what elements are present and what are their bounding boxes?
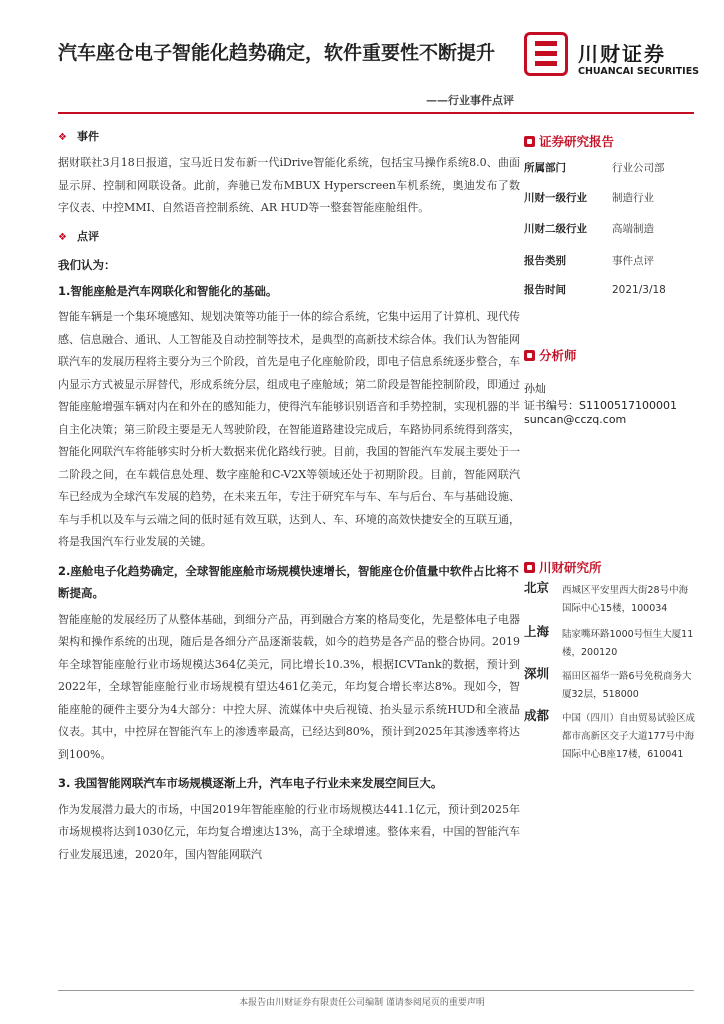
- meta-row-industry-2: 川财二级行业 高端制造: [524, 223, 654, 235]
- page-title: 汽车座仓电子智能化趋势确定，软件重要性不断提升: [58, 42, 496, 64]
- comment-heading: ❖ 点评: [58, 229, 99, 243]
- analyst-info: [524, 380, 694, 430]
- footer-divider: [58, 990, 694, 991]
- event-heading: ❖ 事件: [58, 130, 99, 143]
- report-meta: [524, 160, 694, 300]
- meta-row-industry-1: 川财一级行业 制造行业: [524, 192, 654, 204]
- office-address-shenzhen: 福田区福华一路6号免税商务大厦32层，518000: [562, 671, 692, 700]
- analyst-email[interactable]: suncan@cczq.com: [524, 413, 627, 426]
- analyst-cert-id: 证书编号：S1100517100001: [524, 399, 677, 412]
- office-city-chengdu: 成都: [524, 708, 550, 723]
- office-address-beijing: 西城区平安里西大街28号中海国际中心15楼，100034: [562, 585, 689, 614]
- point-2-title: 2.座舱电子化趋势确定，全球智能座舱市场规模快速增长，智能座仓价值量中软件占比将不断提高。: [58, 563, 519, 600]
- point-3-title: 3. 我国智能网联汽车市场规模逐渐上升，汽车电子行业未来发展空间巨大。: [58, 776, 443, 790]
- meta-row-report-type: 报告类别 事件点评: [524, 255, 654, 267]
- office-city-shenzhen: 深圳: [524, 666, 550, 681]
- diamond-bullet-icon: ❖: [58, 132, 67, 143]
- office-address-chengdu: 中国（四川）自由贸易试验区成都市高新区交子大道177号中海国际中心B座17楼，610041: [562, 713, 696, 760]
- office-city-beijing: 北京: [524, 580, 550, 595]
- institute-heading: 川财研究所: [524, 558, 694, 576]
- point-2-paragraph: 智能座舱的发展经历了从整体基础，到细分产品，再到融合方案的格局变化，先是整体电子电器架构和操作系统的出现，随后是各细分产品逐渐装载，如今的趋势是各产品的整合协同。2019年全球智能座舱行业市场规模达364亿美元，同比增长10.3%，根据ICVTank的数据，预计到2022年，全球智能座舱行业市场规模有望达461亿美元，年均复合增长率达8%。现如今，智能座舱的硬件主要分为4大部分：中控大屏、流媒体中央后视镜、抬头显示系统HUD和全液晶仪表。其中，中控屏在智能汽车上的渗透率最高，已经达到80%，预计到2025年其渗透率将达到100%。: [58, 612, 520, 761]
- brand-name-en: CHUANCAI SECURITIES: [578, 66, 700, 77]
- header-divider: [58, 112, 694, 114]
- footer-disclaimer: 本报告由川财证券有限责任公司编制 谨请参阅尾页的重要声明: [239, 998, 485, 1008]
- office-address-shanghai: 陆家嘴环路1000号恒生大厦11楼，200120: [562, 629, 694, 658]
- main-content: [58, 122, 520, 872]
- we-think-label: 我们认为：: [58, 257, 116, 272]
- meta-row-report-date: 报告时间 2021/3/18: [524, 284, 666, 296]
- brand-name-cn: 川财证券: [578, 42, 666, 66]
- point-3-paragraph: 作为发展潜力最大的市场，中国2019年智能座舱的行业市场规模达441.1亿元，预计到2025年市场规模将达到1030亿元，年均复合增速达13%，高于全球增速。整体来看，中国的智能汽车行业发展迅速，2020年，国内智能网联汽: [58, 802, 520, 861]
- diamond-bullet-icon: ❖: [58, 231, 67, 243]
- event-paragraph: 据财联社3月18日报道，宝马近日发布新一代iDrive智能化系统，包括宝马操作系统8.0、曲面显示屏、控制和网联设备。此前，奔驰已发布MBUX Hyperscreen车机系统，奥迪发布了数字仪表、中控MMI、自然语音控制系统、AR HUD等一整套智能座舱组件。: [58, 156, 520, 214]
- office-list: [524, 578, 694, 778]
- point-1-title: 1.智能座舱是汽车网联化和智能化的基础。: [58, 283, 278, 298]
- meta-row-department: 所属部门 行业公司部: [524, 162, 665, 174]
- analyst-name: 孙灿: [524, 382, 546, 395]
- office-city-shanghai: 上海: [524, 624, 550, 639]
- institute-icon: [524, 562, 535, 573]
- report-info-heading: 证券研究报告: [524, 132, 694, 150]
- analyst-icon: [524, 350, 535, 361]
- analyst-heading: 分析师: [524, 346, 694, 364]
- page-subtitle: ——行业事件点评: [426, 94, 514, 107]
- brand-logo-icon: [524, 32, 568, 76]
- point-1-paragraph: 智能车辆是一个集环境感知、规划决策等功能于一体的综合系统，它集中运用了计算机、现代传感、信息融合、通讯、人工智能及自动控制等技术，是典型的高新技术综合体。我们认为智能网联汽车的发展历程将主要分为三个阶段，首先是电子化座舱阶段，即电子信息系统逐步整合，车内显示方式被显示屏替代，形成系统分层，组成电子座舱域；第二阶段是智能控制阶段，即通过智能座舱增强车辆对内在和外在的感知能力，使得汽车能够识别语音和手势控制，实现机器的半自主化决策；第三阶段主要是无人驾驶阶段，在智能道路建设完成后，车路协同系统得到落实，智能化网联汽车将能够实时分析大数据来优化路线行驶。目前，我国的智能汽车发展主要处于一二阶段之间，在车载信息处理、数字座舱和C-V2X等领域还处于初期阶段。目前，智能网联汽车已经成为全球汽车发展的趋势，在未来五年，专注于研究车与车、车与后台、车与基础设施、车与手机以及车与云端之间的低时延有效互联，达到人、车、环境的高效快捷安全的互联互通，将是我国汽车行业发展的关键。: [58, 310, 520, 548]
- report-icon: [524, 136, 535, 147]
